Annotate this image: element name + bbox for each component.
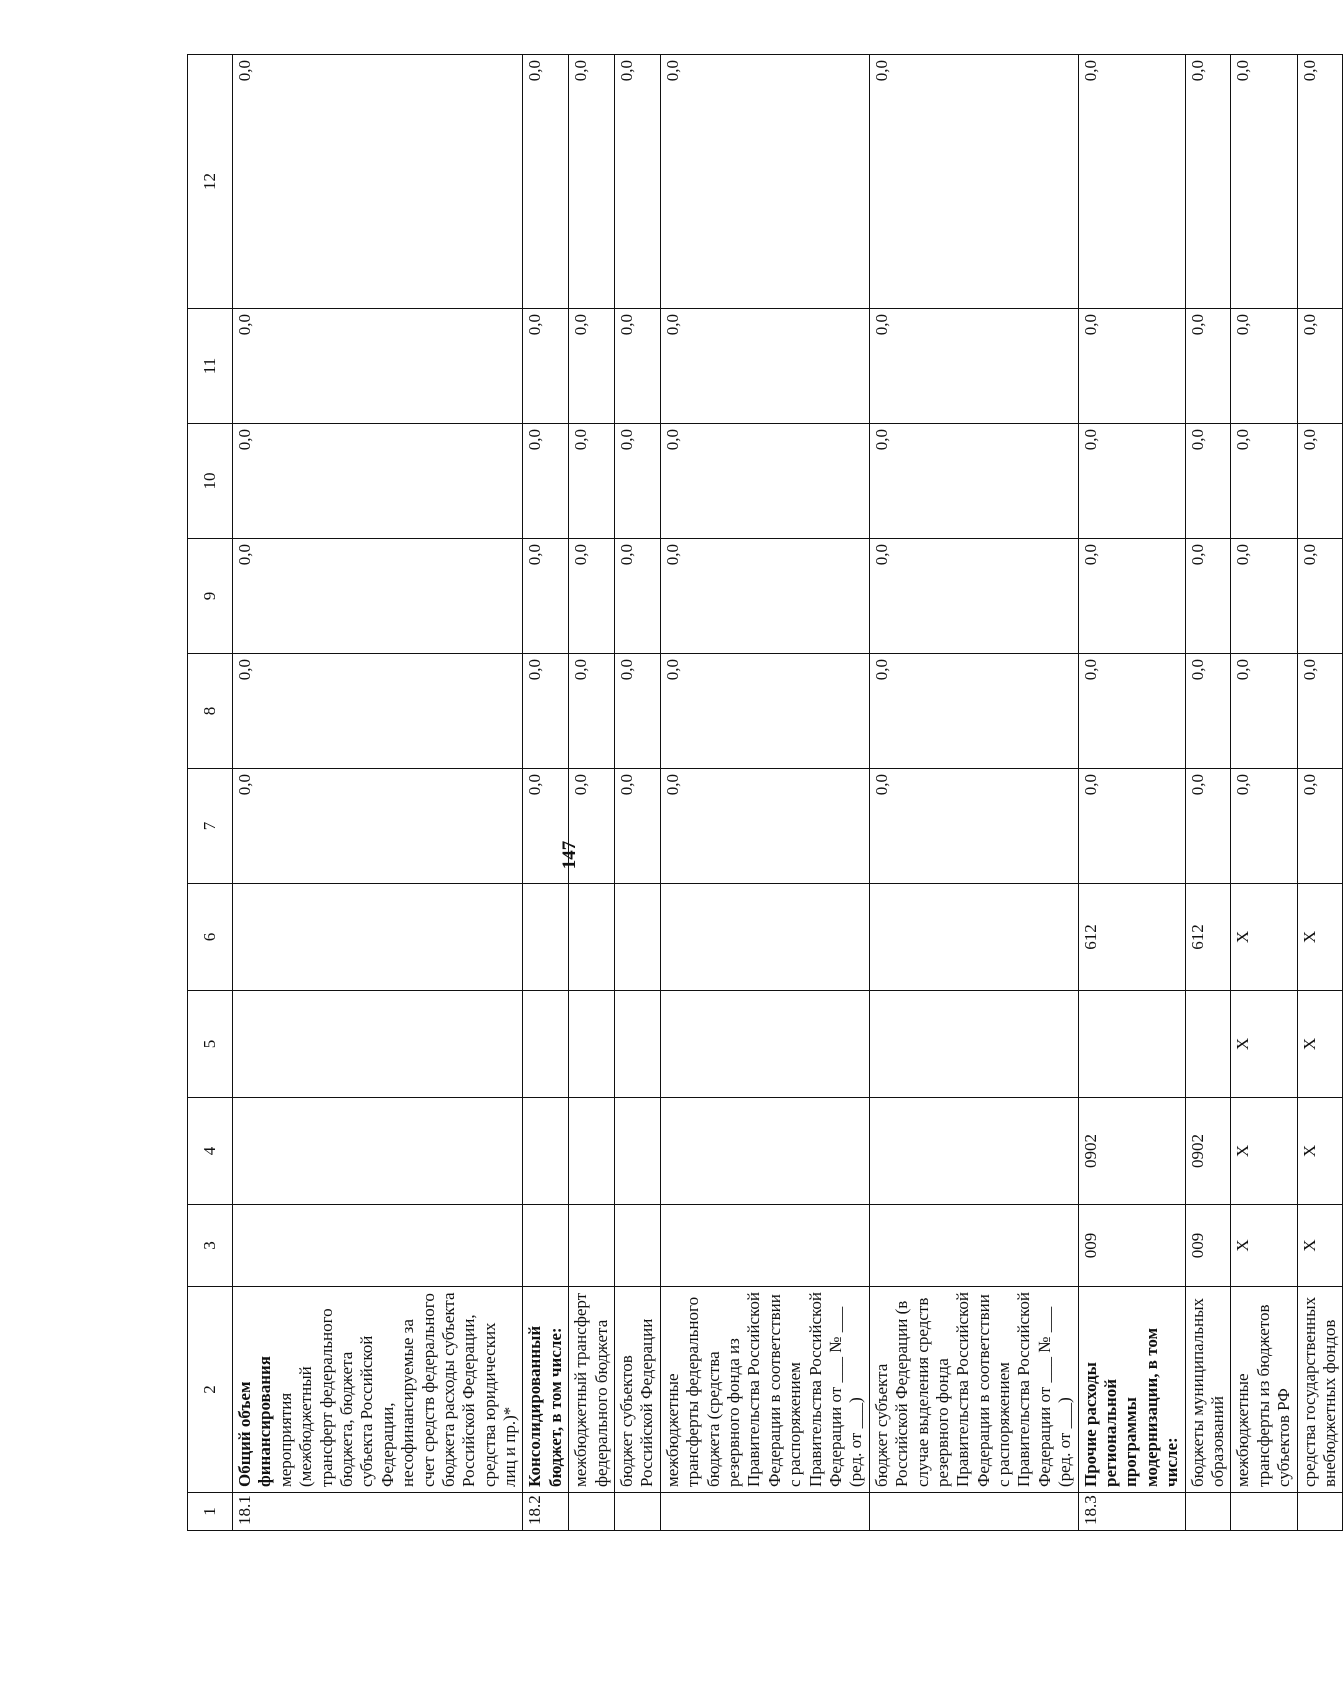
cell-col10: 0,0 — [615, 424, 661, 539]
cell-col5 — [523, 991, 569, 1098]
cell-col5 — [615, 991, 661, 1098]
header-cell: 8 — [188, 654, 233, 769]
row-number — [1231, 1493, 1297, 1531]
cell-col4 — [233, 1098, 523, 1205]
cell-col5 — [1078, 991, 1185, 1098]
cell-col12: 0,0 — [615, 55, 661, 309]
header-cell: 5 — [188, 991, 233, 1098]
cell-col10: 0,0 — [233, 424, 523, 539]
cell-col7: 0,0 — [1297, 769, 1343, 884]
cell-col8: 0,0 — [569, 654, 615, 769]
cell-col8: 0,0 — [1078, 654, 1185, 769]
row-number — [1297, 1493, 1343, 1531]
cell-col6 — [233, 884, 523, 991]
cell-col5 — [869, 991, 1078, 1098]
row-title: Консолидированный бюджет, в том числе: — [525, 1325, 565, 1487]
cell-col7: 0,0 — [1185, 769, 1231, 884]
row-number — [569, 1493, 615, 1531]
row-number — [660, 1493, 869, 1531]
cell-col10: 0,0 — [569, 424, 615, 539]
cell-col9: 0,0 — [523, 539, 569, 654]
budget-table — [187, 54, 1343, 1531]
cell-col12: 0,0 — [233, 55, 523, 309]
cell-col7: 0,0 — [660, 769, 869, 884]
cell-col9: 0,0 — [869, 539, 1078, 654]
cell-col8: 0,0 — [523, 654, 569, 769]
header-cell: 6 — [188, 884, 233, 991]
cell-col12: 0,0 — [1185, 55, 1231, 309]
cell-col6: X — [1231, 884, 1297, 991]
row-description: бюджет субъектов Российской Федерации — [615, 1287, 661, 1493]
cell-col9: 0,0 — [615, 539, 661, 654]
row-number — [869, 1493, 1078, 1531]
cell-col3: 009 — [1078, 1205, 1185, 1287]
cell-col11: 0,0 — [615, 309, 661, 424]
row-number: 18.3 — [1078, 1493, 1185, 1531]
cell-col6: X — [1297, 884, 1343, 991]
cell-col4: X — [1231, 1098, 1297, 1205]
cell-col6 — [615, 884, 661, 991]
cell-col10: 0,0 — [1078, 424, 1185, 539]
cell-col6: 612 — [1078, 884, 1185, 991]
cell-col8: 0,0 — [615, 654, 661, 769]
cell-col4: X — [1297, 1098, 1343, 1205]
cell-col7: 0,0 — [523, 769, 569, 884]
cell-col4: 0902 — [1078, 1098, 1185, 1205]
cell-col11: 0,0 — [1185, 309, 1231, 424]
cell-col12: 0,0 — [523, 55, 569, 309]
cell-col4 — [523, 1098, 569, 1205]
row-description — [1078, 1287, 1185, 1493]
cell-col11: 0,0 — [233, 309, 523, 424]
cell-col5 — [233, 991, 523, 1098]
table-row — [233, 55, 523, 1531]
row-number — [1185, 1493, 1231, 1531]
row-description — [233, 1287, 523, 1493]
cell-col9: 0,0 — [1297, 539, 1343, 654]
table-row — [869, 55, 1078, 1531]
header-row — [188, 55, 233, 1531]
cell-col9: 0,0 — [1078, 539, 1185, 654]
header-cell: 4 — [188, 1098, 233, 1205]
cell-col12: 0,0 — [1078, 55, 1185, 309]
row-description: бюджеты муниципальных образований — [1185, 1287, 1231, 1493]
cell-col4 — [615, 1098, 661, 1205]
cell-col7: 0,0 — [615, 769, 661, 884]
header-cell: 10 — [188, 424, 233, 539]
row-text: мероприятия (межбюджетный трансферт федерального бюджета, бюджета субъекта Российской Федерации, несофинансируемые за счет средств федерального бюджета расходы субъекта Российской Федерации, средства юридических лиц и пр.)* — [275, 1292, 520, 1487]
header-cell: 3 — [188, 1205, 233, 1287]
cell-col8: 0,0 — [660, 654, 869, 769]
cell-col3 — [569, 1205, 615, 1287]
cell-col6 — [523, 884, 569, 991]
cell-col8: 0,0 — [1231, 654, 1297, 769]
cell-col4: 0902 — [1185, 1098, 1231, 1205]
table-row — [1185, 55, 1231, 1531]
cell-col8: 0,0 — [869, 654, 1078, 769]
cell-col3 — [523, 1205, 569, 1287]
row-description: средства государственных внебюджетных фондов — [1297, 1287, 1343, 1493]
cell-col10: 0,0 — [1185, 424, 1231, 539]
cell-col7: 0,0 — [1078, 769, 1185, 884]
header-cell: 12 — [188, 55, 233, 309]
cell-col8: 0,0 — [1297, 654, 1343, 769]
cell-col9: 0,0 — [1231, 539, 1297, 654]
header-cell: 7 — [188, 769, 233, 884]
cell-col9: 0,0 — [1185, 539, 1231, 654]
cell-col6 — [569, 884, 615, 991]
row-number — [615, 1493, 661, 1531]
row-number: 18.1 — [233, 1493, 523, 1531]
cell-col7: 0,0 — [869, 769, 1078, 884]
cell-col3 — [869, 1205, 1078, 1287]
cell-col8: 0,0 — [233, 654, 523, 769]
cell-col12: 0,0 — [569, 55, 615, 309]
cell-col11: 0,0 — [569, 309, 615, 424]
cell-col12: 0,0 — [1231, 55, 1297, 309]
cell-col11: 0,0 — [660, 309, 869, 424]
table-row — [1231, 55, 1297, 1531]
table-row — [523, 55, 569, 1531]
cell-col5 — [660, 991, 869, 1098]
header-cell: 1 — [188, 1493, 233, 1531]
cell-col9: 0,0 — [660, 539, 869, 654]
header-cell: 9 — [188, 539, 233, 654]
cell-col10: 0,0 — [523, 424, 569, 539]
table-row — [615, 55, 661, 1531]
cell-col11: 0,0 — [1231, 309, 1297, 424]
table-row — [1078, 55, 1185, 1531]
row-title: Прочие расходы региональной программы модернизации, в том числе: — [1080, 1327, 1182, 1487]
cell-col3: X — [1231, 1205, 1297, 1287]
cell-col10: 0,0 — [1297, 424, 1343, 539]
cell-col5 — [569, 991, 615, 1098]
table-row — [569, 55, 615, 1531]
cell-col7: 0,0 — [233, 769, 523, 884]
cell-col3: X — [1297, 1205, 1343, 1287]
cell-col12: 0,0 — [660, 55, 869, 309]
header-cell: 2 — [188, 1287, 233, 1493]
cell-col8: 0,0 — [1185, 654, 1231, 769]
cell-col9: 0,0 — [569, 539, 615, 654]
page-number: 147 — [559, 840, 580, 870]
row-title: Общий объем финансирования — [235, 1356, 275, 1487]
row-description — [523, 1287, 569, 1493]
cell-col4 — [569, 1098, 615, 1205]
cell-col11: 0,0 — [523, 309, 569, 424]
cell-col7: 0,0 — [569, 769, 615, 884]
cell-col3 — [233, 1205, 523, 1287]
row-description: бюджет субъекта Российской Федерации (в случае выделения средств резервного фонда Правительства Российской Федерации в соответствии с распоряжением Правительства Российской Федерации от ___ № ___ (ред. от ___) — [869, 1287, 1078, 1493]
table-row — [1297, 55, 1343, 1531]
cell-col4 — [660, 1098, 869, 1205]
cell-col9: 0,0 — [233, 539, 523, 654]
cell-col7: 0,0 — [1231, 769, 1297, 884]
cell-col3 — [615, 1205, 661, 1287]
cell-col11: 0,0 — [869, 309, 1078, 424]
cell-col10: 0,0 — [1231, 424, 1297, 539]
cell-col3 — [660, 1205, 869, 1287]
row-number: 18.2 — [523, 1493, 569, 1531]
cell-col10: 0,0 — [869, 424, 1078, 539]
row-description: межбюджетный трансферт федерального бюджета — [569, 1287, 615, 1493]
header-cell: 11 — [188, 309, 233, 424]
cell-col5 — [1185, 991, 1231, 1098]
cell-col5: X — [1231, 991, 1297, 1098]
cell-col5: X — [1297, 991, 1343, 1098]
cell-col12: 0,0 — [1297, 55, 1343, 309]
cell-col6: 612 — [1185, 884, 1231, 991]
cell-col11: 0,0 — [1078, 309, 1185, 424]
cell-col6 — [869, 884, 1078, 991]
cell-col11: 0,0 — [1297, 309, 1343, 424]
rotated-table-container — [187, 55, 1339, 1531]
cell-col10: 0,0 — [660, 424, 869, 539]
cell-col6 — [660, 884, 869, 991]
cell-col3: 009 — [1185, 1205, 1231, 1287]
table-row — [660, 55, 869, 1531]
row-description: межбюджетные трансферты из бюджетов субъектов РФ — [1231, 1287, 1297, 1493]
cell-col12: 0,0 — [869, 55, 1078, 309]
cell-col4 — [869, 1098, 1078, 1205]
row-description: межбюджетные трансферты федерального бюджета (средства резервного фонда из Правительства Российской Федерации в соответствии с распоряжением Правительства Российской Федерации от ___ № ___ (ред. от ___) — [660, 1287, 869, 1493]
